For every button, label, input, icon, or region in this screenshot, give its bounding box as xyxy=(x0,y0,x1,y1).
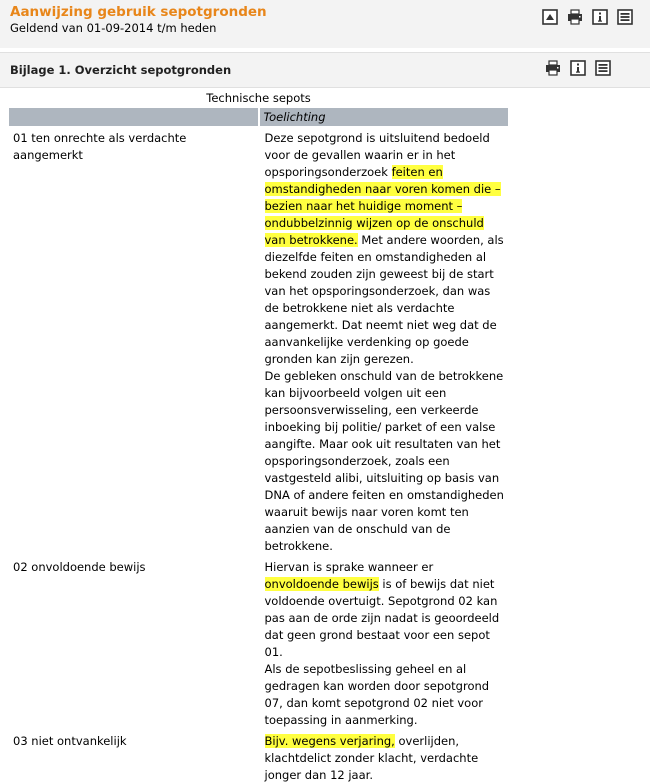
table-body xyxy=(9,126,508,784)
page-header xyxy=(0,0,650,48)
menu-icon[interactable] xyxy=(595,60,611,76)
text-segment: De gebleken onschuld van de betrokkene kan bijvoorbeeld volgen uit een persoonsverwisseling, een verkeerde inboeking bij politie/ parket of een valse aangifte. Maar ook uit resultaten van het opsporingsonderzoek, zoals een vastgesteld alibi, uitsluiting op basis van DNA of andere feiten en omstandigheden waaruit bewijs naar voren komt ten aanzien van de onschuld van de betrokkene. xyxy=(264,369,504,553)
text-segment: Hiervan is sprake wanneer er xyxy=(264,560,434,574)
sepot-code: 01 ten onrechte als verdachte aangemerkt xyxy=(13,131,187,162)
print-icon[interactable] xyxy=(545,60,561,76)
toelichting-paragraph xyxy=(265,733,505,784)
sepot-toelichting xyxy=(259,729,509,784)
validity-period: Geldend van 01-09-2014 t/m heden xyxy=(10,21,217,35)
text-segment: is of bewijs dat niet voldoende overtuigt. Sepotgrond 02 kan pas aan de orde zijn nadat is geoordeeld dat geen grond bestaat voor een sepot 01. xyxy=(264,577,500,659)
table-row xyxy=(9,126,508,555)
section-bar xyxy=(0,52,650,88)
scroll-top-icon[interactable] xyxy=(542,9,558,25)
table-row xyxy=(9,729,508,784)
sepot-toelichting xyxy=(259,126,509,555)
toelichting-paragraph xyxy=(265,661,505,729)
info-icon[interactable] xyxy=(570,60,586,76)
toelichting-paragraph xyxy=(265,130,505,368)
text-segment: Als de sepotbeslissing geheel en al gedragen kan worden door sepotgrond 07, dan komt sepotgrond 02 niet voor toepassing in aanmerking. xyxy=(264,662,490,727)
text-segment: overlijden, klachtdelict zonder klacht, verdachte jonger dan 12 jaar. xyxy=(264,734,479,782)
print-icon[interactable] xyxy=(567,9,583,25)
highlighted-text: onvoldoende bewijs xyxy=(264,577,379,591)
section-title: Bijlage 1. Overzicht sepotgronden xyxy=(10,63,232,77)
page-title: Aanwijzing gebruik sepotgronden xyxy=(10,4,267,20)
sepot-code: 02 onvoldoende bewijs xyxy=(13,560,146,574)
highlighted-text: Bijv. wegens verjaring, xyxy=(264,734,395,748)
info-icon[interactable] xyxy=(592,9,608,25)
sepot-code: 03 niet ontvankelijk xyxy=(13,734,127,748)
table-row xyxy=(9,555,508,729)
highlighted-text: feiten en omstandigheden naar voren komen die – bezien naar het huidige moment – ondubbelzinnig wijzen op de onschuld van betrokkene. xyxy=(264,165,501,247)
section-toolbar xyxy=(545,60,611,76)
column-header-code xyxy=(9,108,259,126)
table-header-row xyxy=(9,108,508,126)
sepotgronden-table xyxy=(9,108,508,784)
table-caption: Technische sepots xyxy=(206,91,311,105)
toelichting-paragraph xyxy=(265,559,505,661)
header-toolbar xyxy=(542,9,633,25)
text-segment: Met andere woorden, als diezelfde feiten en omstandigheden al bekend zouden zijn geweest bij de start van het opsporingsonderzoek, dan was de betrokkene niet als verdachte aangemerkt. Dat neemt niet weg dat de aanvankelijke verdenking op goede gronden kan zijn gerezen. xyxy=(264,233,504,366)
menu-icon[interactable] xyxy=(617,9,633,25)
sepot-toelichting xyxy=(259,555,509,729)
text-segment: Deze sepotgrond is uitsluitend bedoeld voor de gevallen waarin er in het opsporingsonderzoek xyxy=(264,131,490,179)
toelichting-paragraph xyxy=(265,368,505,555)
column-header-toelichting: Toelichting xyxy=(259,108,509,126)
